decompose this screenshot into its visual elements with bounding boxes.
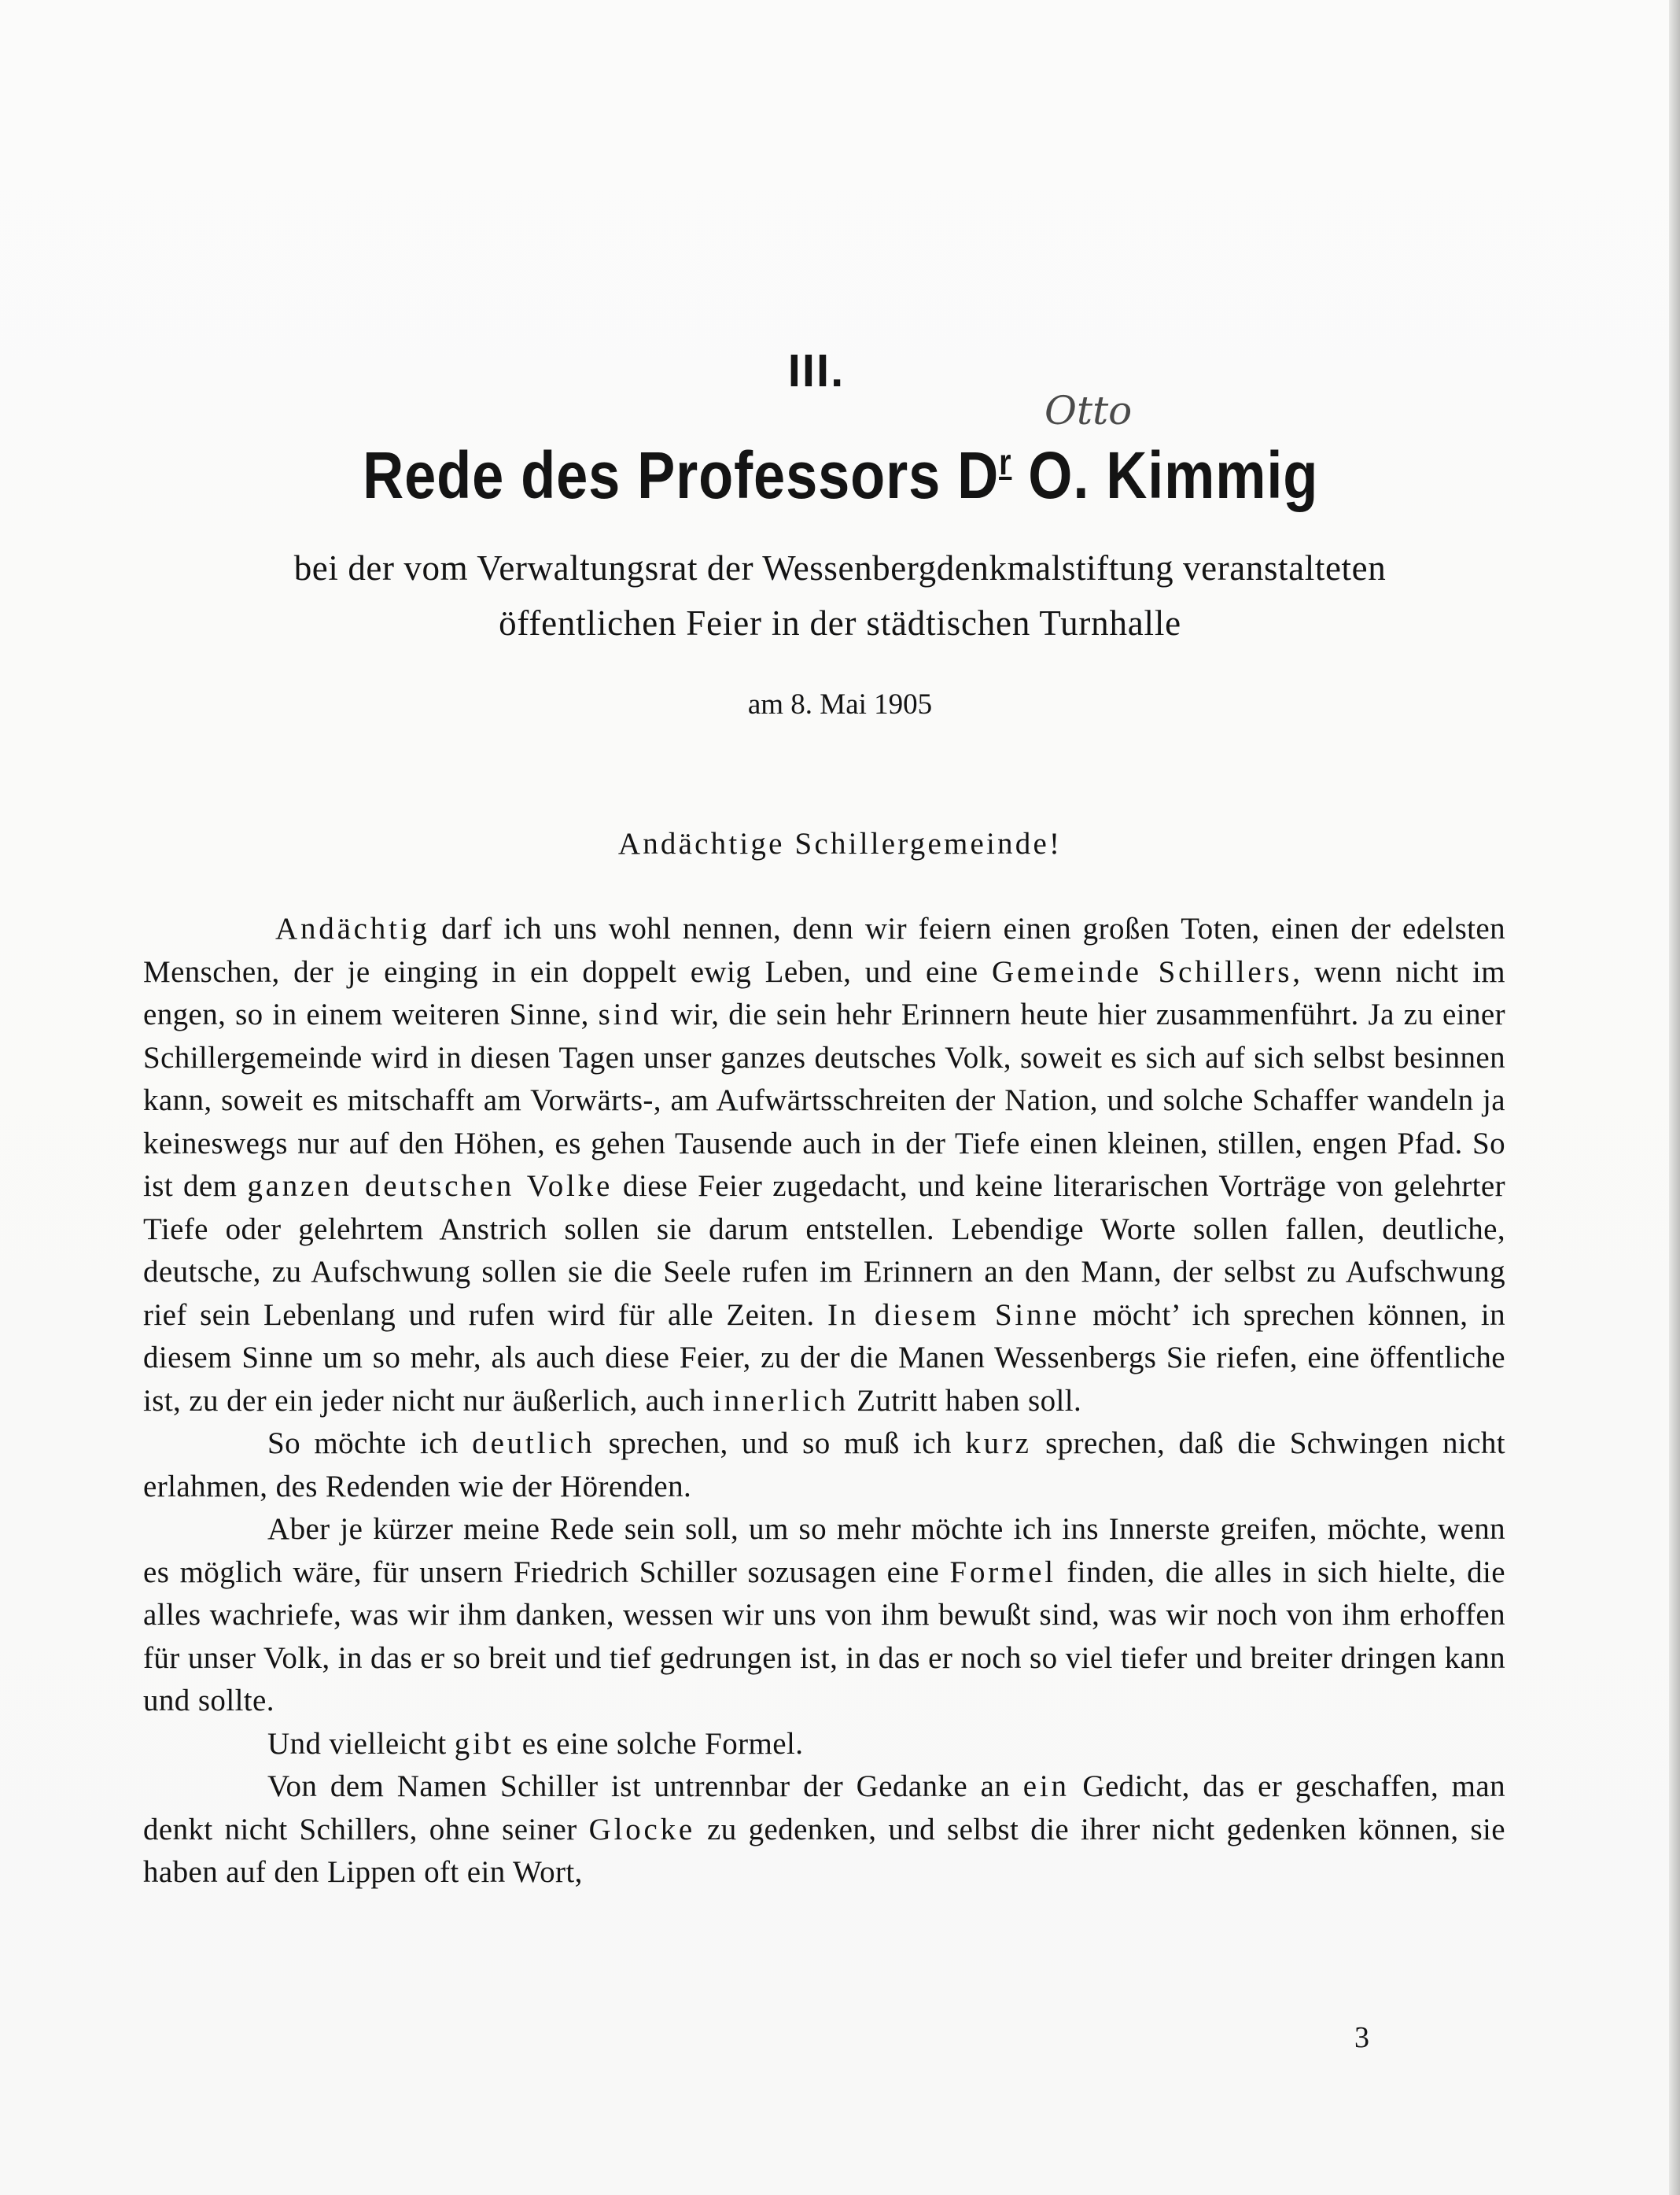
emphasis: gibt bbox=[454, 1726, 514, 1761]
page-number: 3 bbox=[1354, 2021, 1369, 2054]
page-title bbox=[118, 437, 1563, 514]
title-superscript: r bbox=[999, 441, 1012, 482]
emphasis: kurz bbox=[965, 1426, 1032, 1460]
paragraph-1 bbox=[143, 908, 1505, 1422]
paragraph-3 bbox=[143, 1508, 1505, 1723]
subtitle-line-1: bei der vom Verwaltungsrat der Wessenbergdenkmalstiftung veranstalteten bbox=[293, 548, 1387, 588]
text-run: möcht’ ich sprechen können, in diesem Sinne um so mehr, als auch diese Feier, zu der die Manen Wessenbergs Sie riefen, eine öffentliche ist, zu der ein jeder nicht nur äußerlich, auch bbox=[143, 1297, 1506, 1418]
salutation: Andächtige Schillergemeinde! bbox=[617, 827, 1063, 861]
paragraph-5 bbox=[143, 1765, 1505, 1894]
text-run: Gedicht, das er geschaffen, man denkt nicht Schillers, ohne seiner bbox=[143, 1769, 1505, 1846]
emphasis: ein bbox=[1022, 1769, 1070, 1803]
paragraph-4 bbox=[143, 1723, 1505, 1766]
emphasis: ganzen deutschen Volke bbox=[247, 1169, 613, 1203]
date-line: am 8. Mai 1905 bbox=[747, 688, 933, 721]
text-run: sprechen, daß die Schwingen nicht erlahmen, des Redenden wie der Hörenden. bbox=[143, 1426, 1506, 1503]
emphasis: innerlich bbox=[713, 1383, 849, 1418]
emphasis: Gemeinde Schillers bbox=[992, 954, 1293, 989]
section-number: III. bbox=[787, 345, 846, 397]
title-text-after: O. Kimmig bbox=[1011, 438, 1319, 512]
text-run: , wenn nicht im engen, so in einem weiteren Sinne, bbox=[143, 954, 1505, 1031]
text-run: wir, die sein hehr Erinnern heute hier zusammenführt. Ja zu einer Schillergemeinde wird in diesen Tagen unser ganzes deutsches Volk, soweit es sich auf sich selbst besinnen kann, soweit es mitschafft am Vorwärts-, am Aufwärtsschreiten der Nation, und solche Schaffer wandeln ja keineswegs nur auf den Höhen, es gehen Tausende auch in der Tiefe einen kleinen, stillen, engen Pfad. So ist dem bbox=[143, 998, 1505, 1203]
emphasis: deutlich bbox=[472, 1426, 595, 1460]
speech-body bbox=[143, 908, 1505, 1894]
text-run: diese Feier zugedacht, und keine literarischen Vorträge von gelehrter Tiefe oder gelehrtem Anstrich sollen sie darum entstellen. Lebendige Worte sollen fallen, deutliche, deutsche, zu Aufschwung sollen sie die Seele rufen im Erinnern an den Mann, der selbst zu Aufschwung rief sein Lebenlang und rufen wird für alle Zeiten. bbox=[143, 1169, 1505, 1332]
emphasis: Andächtig bbox=[275, 912, 430, 946]
paragraph-2 bbox=[143, 1422, 1505, 1508]
emphasis: In diesem Sinne bbox=[827, 1297, 1080, 1332]
handwritten-annotation: Otto bbox=[1044, 388, 1133, 433]
emphasis: Formel bbox=[949, 1555, 1056, 1589]
text-run: So möchte ich bbox=[267, 1426, 473, 1460]
text-run: es eine solche Formel. bbox=[514, 1726, 804, 1761]
text-run: Zutritt haben soll. bbox=[849, 1383, 1082, 1418]
text-run: finden, die alles in sich hielte, die alles wachriefe, was wir ihm danken, wessen wir uns von ihm bewußt sind, was wir noch von ihm erhoffen für unser Volk, in das er so breit und tief gedrungen ist, in das er noch so viel tiefer und breiter dringen kann und sollte. bbox=[143, 1555, 1505, 1717]
text-run: Und vielleicht bbox=[267, 1726, 455, 1761]
subtitle-line-2: öffentlichen Feier in der städtischen Turnhalle bbox=[499, 603, 1181, 643]
page-edge-shadow bbox=[1669, 0, 1680, 2195]
text-run: sprechen, und so muß ich bbox=[595, 1426, 966, 1460]
emphasis: sind bbox=[598, 998, 661, 1031]
text-run: Von dem Namen Schiller ist untrennbar der Gedanke an bbox=[267, 1769, 1023, 1803]
text-run: darf ich uns wohl nennen, denn wir feiern einen großen Toten, einen der edelsten Menschen, der je einging in ein doppelt ewig Leben, und eine bbox=[143, 912, 1505, 989]
text-run: Aber je kürzer meine Rede sein soll, um so mehr möchte ich ins Innerste greifen, möchte, wenn es möglich wäre, für unsern Friedrich Schiller sozusagen eine bbox=[143, 1512, 1505, 1589]
text-run: zu gedenken, und selbst die ihrer nicht gedenken können, sie haben auf den Lippen oft ein Wort, bbox=[143, 1812, 1505, 1889]
title-text-before: Rede des Professors D bbox=[363, 438, 1000, 512]
emphasis: Glocke bbox=[588, 1812, 696, 1846]
